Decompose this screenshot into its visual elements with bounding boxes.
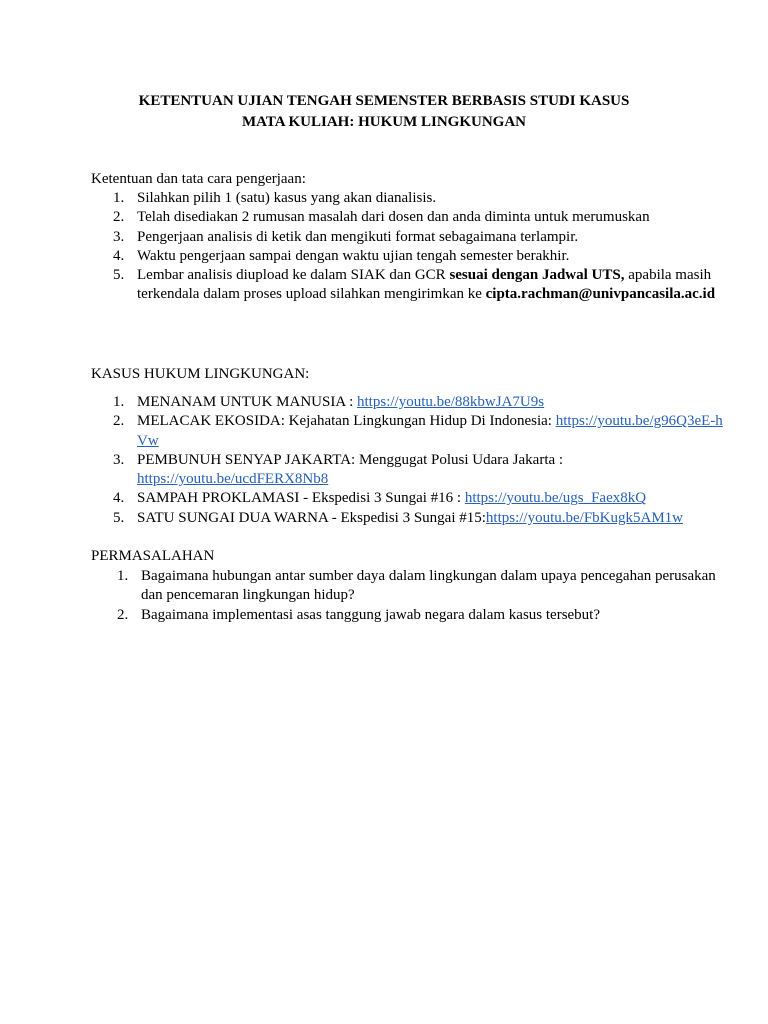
rules-heading: Ketentuan dan tata cara pengerjaan: — [91, 171, 306, 187]
case-video-link[interactable]: https://youtu.be/FbKugk5AM1w — [485, 509, 684, 526]
document-title-line-2: MATA KULIAH: HUKUM LINGKUNGAN — [241, 114, 527, 130]
case-video-link[interactable]: https://youtu.be/ucdFERX8Nb8 — [137, 471, 329, 488]
problem-item: 1. Bagaimana hubungan antar sumber daya dalam lingkungan dalam upaya pencegahan perusakan dan pencemaran lingkungan hidup? — [117, 568, 716, 604]
case-video-link[interactable]: https://youtu.be/88kbwJA7U9s — [357, 394, 545, 410]
rules-list — [93, 189, 733, 305]
case-item: 1. MENANAM UNTUK MANUSIA : https://youtu.be/88kbwJA7U9s — [113, 394, 545, 410]
problems-list — [97, 567, 727, 625]
rules-item: 2. Telah disediakan 2 rumusan masalah dari dosen dan anda diminta untuk merumuskan — [113, 209, 650, 226]
rules-item: 1. Silahkan pilih 1 (satu) kasus yang akan dianalisis. — [113, 190, 437, 206]
cases-heading: KASUS HUKUM LINGKUNGAN: — [91, 366, 310, 382]
case-item: 5. SATU SUNGAI DUA WARNA - Ekspedisi 3 Sungai #15:https://youtu.be/FbKugk5AM1w — [113, 509, 684, 526]
problem-item: 2. Bagaimana implementasi asas tanggung jawab negara dalam kasus tersebut? — [117, 606, 601, 623]
problems-heading: PERMASALAHAN — [91, 548, 215, 564]
document-title-line-1: KETENTUAN UJIAN TENGAH SEMENSTER BERBASIS STUDI KASUS — [138, 93, 630, 109]
case-item: 4. SAMPAH PROKLAMASI - Ekspedisi 3 Sungai #16 : https://youtu.be/ugs_Faex8kQ — [113, 490, 647, 507]
case-item: 2. MELACAK EKOSIDA: Kejahatan Lingkungan Hidup Di Indonesia: https://youtu.be/g96Q3eE-hVw — [113, 413, 723, 449]
rules-item: 5. Lembar analisis diupload ke dalam SIAK dan GCR sesuai dengan Jadwal UTS, apabila masih terkendala dalam proses upload silahkan mengirimkan ke cipta.rachman@univpancasila.ac.id — [113, 267, 716, 303]
rules-item: 4. Waktu pengerjaan sampai dengan waktu ujian tengah semester berakhir. — [113, 247, 570, 264]
case-video-link[interactable]: https://youtu.be/ugs_Faex8kQ — [464, 490, 647, 507]
case-item: 3. PEMBUNUH SENYAP JAKARTA: Menggugat Polusi Udara Jakarta : https://youtu.be/ucdFERX8Nb8 — [113, 451, 564, 488]
rules-item: 3. Pengerjaan analisis di ketik dan mengikuti format sebagaimana terlampir. — [113, 228, 579, 245]
jadwal-uts-emphasis: sesuai dengan Jadwal UTS, — [449, 267, 625, 284]
contact-email: cipta.rachman@univpancasila.ac.id — [485, 286, 716, 303]
cases-list — [93, 393, 733, 528]
case-video-link[interactable]: https://youtu.be/g96Q3eE-hVw — [137, 413, 723, 449]
